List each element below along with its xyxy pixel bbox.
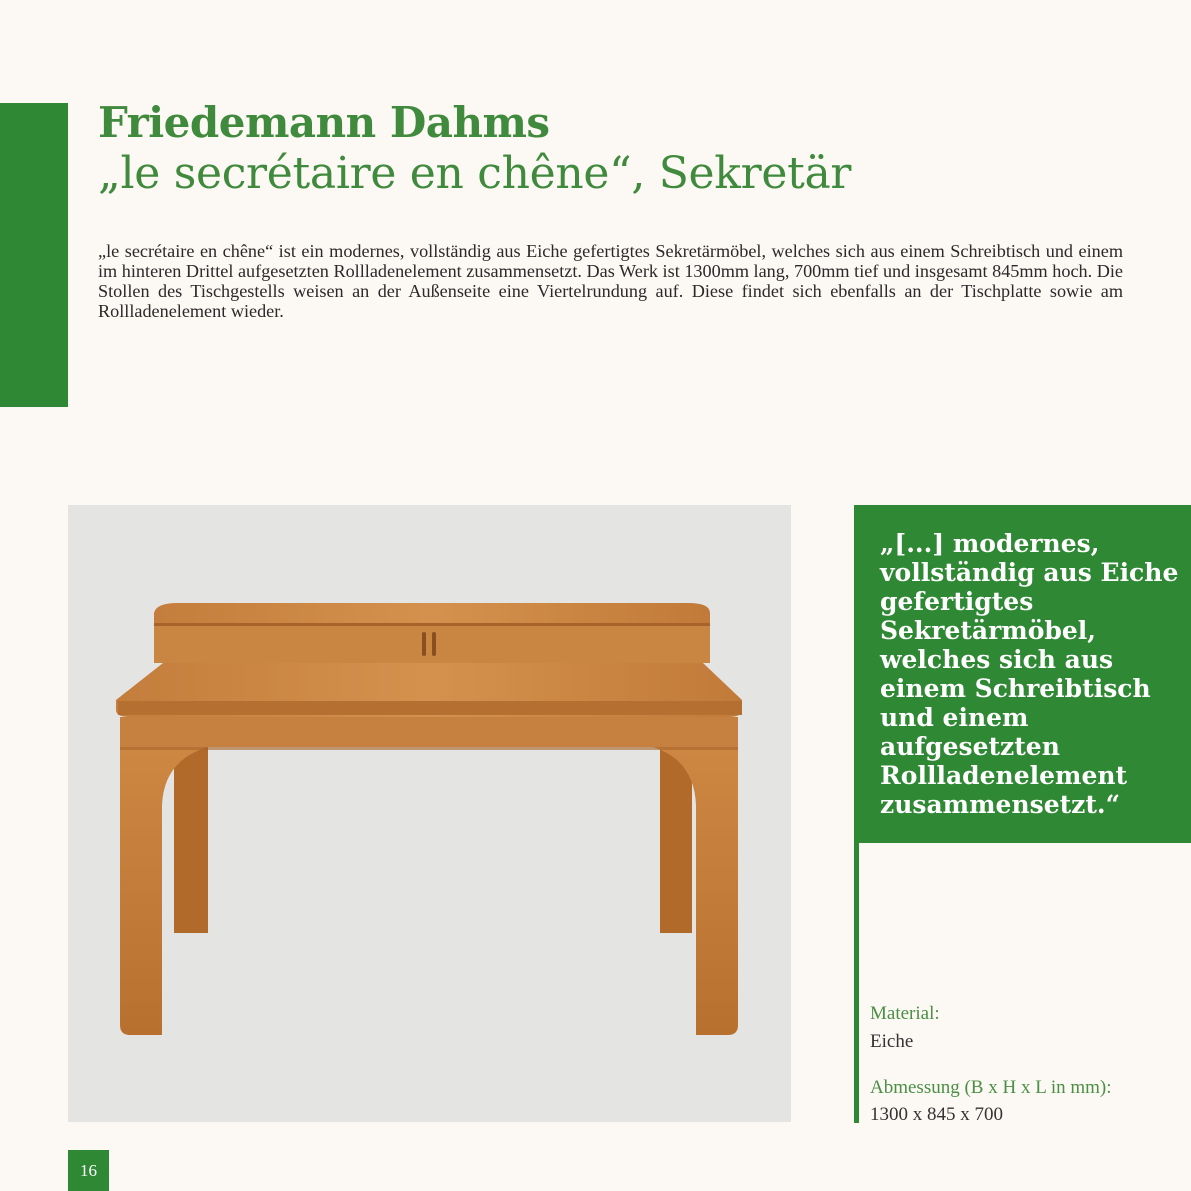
pull-quote: „[...] modernes, vollständig aus Eiche gefertigtes Sekretärmöbel, welches sich aus einem Schreibtisch und einem aufgesetzten Rollladenelement zusammensetzt.“: [880, 529, 1179, 819]
specs-accent-line: [854, 843, 859, 1123]
intro-paragraph: „le secrétaire en chêne“ ist ein modernes, vollständig aus Eiche gefertigtes Sekretärmöbel, welches sich aus einem Schreibtisch und einem im hinteren Drittel aufgesetzten Rollladenelement zusammensetzt. Das Werk ist 1300mm lang, 700mm tief und insgesamt 845mm hoch. Die Stollen des Tischgestells weisen an der Außenseite eine Viertelrundung auf. Diese findet sich ebenfalls an der Tischplatte sowie am Rollladenelement wieder.: [98, 241, 1123, 321]
secretaire-desk-illustration: [68, 505, 791, 1122]
pull-quote-box: [854, 505, 1191, 843]
page-subtitle: „le secrétaire en chêne“, Sekretär: [98, 148, 852, 199]
dimensions-value: 1300 x 845 x 700: [870, 1104, 1003, 1125]
dimensions-label: Abmessung (B x H x L in mm):: [870, 1077, 1112, 1098]
page-number: 16: [68, 1150, 109, 1191]
material-value: Eiche: [870, 1031, 914, 1052]
product-photo: [68, 505, 791, 1122]
page-title: Friedemann Dahms: [98, 98, 550, 147]
left-accent-bar: [0, 103, 68, 407]
material-label: Material:: [870, 1003, 940, 1024]
